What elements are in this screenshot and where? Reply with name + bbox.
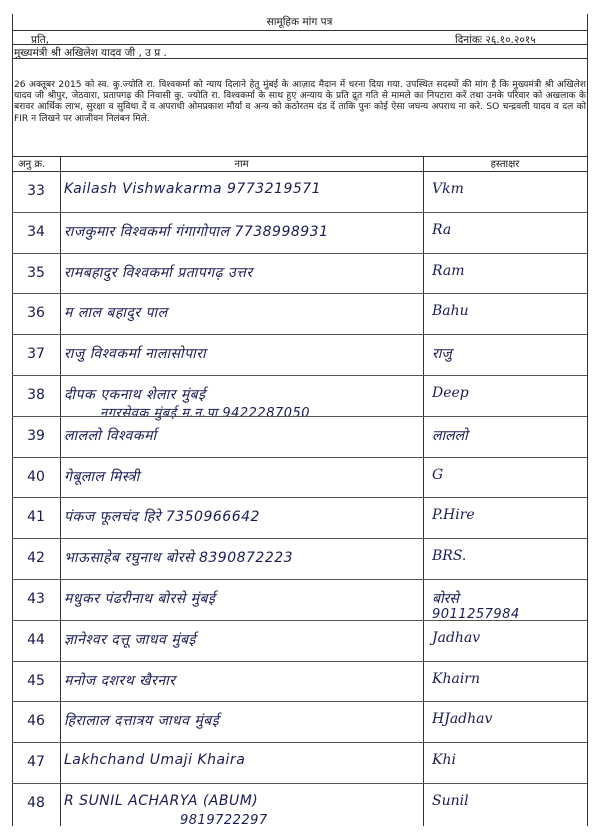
row-divider <box>12 661 587 662</box>
row-serial: 45 <box>27 672 45 689</box>
row-signature: लाललो <box>432 427 468 444</box>
row-name: भाऊसाहेब रघुनाथ बोरसे 8390872223 <box>64 550 294 567</box>
table-left-border <box>12 14 13 826</box>
row-serial: 37 <box>27 346 45 363</box>
row-divider <box>12 416 587 417</box>
row-serial: 38 <box>27 387 45 403</box>
row-signature: G <box>432 466 444 483</box>
row-serial: 34 <box>27 223 45 240</box>
row-serial: 44 <box>27 631 45 648</box>
row-name: ज्ञानेश्वर दत्तू जाधव मुंबई <box>64 631 196 648</box>
row-name: पंकज फूलचंद हिरे 7350966642 <box>64 509 260 526</box>
row-serial: 48 <box>27 795 45 811</box>
row-name: लाललो विश्वकर्मा <box>64 427 157 444</box>
row-divider <box>12 742 587 743</box>
row-serial: 35 <box>27 264 45 281</box>
date-label: दिनांकः २६.१०.२०१५ <box>455 34 536 46</box>
row-name: दीपक एकनाथ शेलार मुंबई <box>64 387 206 403</box>
row-name: राजकुमार विश्वकर्मा गंगागोपाल 7738998931 <box>64 223 329 240</box>
row-signature: Ra <box>432 221 452 238</box>
row-name: R SUNIL ACHARYA (ABUM) <box>64 793 259 809</box>
row-signature: बोरसे <box>432 591 459 607</box>
row-name: रामबहादुर विश्वकर्मा प्रतापगढ़ उत्तर <box>64 264 253 281</box>
row-signature: BRS. <box>432 548 467 565</box>
row-divider <box>12 457 587 458</box>
row-signature: Deep <box>432 385 469 401</box>
row-signature: Jadhav <box>432 629 481 646</box>
row-name: हिरालाल दत्तात्रय जाधव मुंबई <box>64 713 220 730</box>
row-serial: 41 <box>27 509 45 526</box>
table-right-border <box>587 14 588 826</box>
row-signature: HJadhav <box>432 711 493 728</box>
row-signature: Sunil <box>432 793 469 809</box>
divider <box>12 58 587 59</box>
row-divider <box>12 497 587 498</box>
row-divider <box>12 620 587 621</box>
row-serial: 33 <box>27 183 45 199</box>
row-signature: Vkm <box>432 181 464 197</box>
row-serial: 39 <box>27 427 45 444</box>
row-divider <box>12 579 587 580</box>
row-divider <box>12 783 587 784</box>
row-signature: Bahu <box>432 303 469 320</box>
row-signature: Khairn <box>432 670 481 687</box>
divider <box>12 44 587 45</box>
row-name-extra: 9819722297 <box>180 813 268 828</box>
row-serial: 42 <box>27 550 45 567</box>
row-divider <box>12 212 587 213</box>
row-name: Kailash Vishwakarma 9773219571 <box>64 181 322 197</box>
col-header-signature: हस्ताक्षर <box>490 159 520 170</box>
row-name: राजु विश्वकर्मा नालासोपारा <box>64 346 207 363</box>
row-name: Lakhchand Umaji Khaira <box>64 752 246 769</box>
column-divider <box>60 156 61 826</box>
row-signature: Khi <box>432 752 456 769</box>
row-divider <box>12 701 587 702</box>
col-header-name: नाम <box>234 159 249 170</box>
row-divider <box>12 538 587 539</box>
petition-body: 26 अक्तूबर 2015 को स्व. कु.ज्योति रा. विश्वकर्मा को न्याय दिलाने हेतु मुंबई के आज़ाद मैदान में धरना दिया गया. उपस्थित सदस्यों की मांग है कि मुख्यमंत्री श्री अखिलेश यादव जी श्रीपुर, जेठवारा, प्रतापगढ़ की निवासी कु. ज्योति रा. विश्वकर्मा के साथ हुए अन्याय के प्रति द्रुत गति से मामले का निपटारा करें तथा उनके परिवार को अखलाक के बरावर आर्थिक लाभ, सुरक्षा व सुविधा दें व अपराधी ओमप्रकाश मौर्या व अन्य को कठोरतम दंड दें ताकि पुनः कोई ऐसा जघन्य अपराध ना करे. SO चन्द्रवली यादव व दल को FIR न लिखने पर आजीवन निलंबन मिले. <box>14 80 586 124</box>
col-header-serial: अनु क्र. <box>18 159 46 170</box>
row-name: मधुकर पंढरीनाथ बोरसे मुंबई <box>64 591 216 607</box>
row-serial: 40 <box>27 468 45 485</box>
row-divider <box>12 253 587 254</box>
row-name: गेबूलाल मिस्त्री <box>64 468 140 485</box>
column-divider <box>423 156 424 826</box>
row-serial: 43 <box>27 591 45 607</box>
row-divider <box>12 293 587 294</box>
petition-title: सामूहिक मांग पत्र <box>266 16 333 28</box>
row-signature: P.Hire <box>432 507 475 524</box>
row-name-extra: 9011257984 <box>432 607 520 622</box>
row-name-extra: नगरसेवक मुंबई म.न.पा 9422287050 <box>100 406 311 421</box>
row-serial: 46 <box>27 713 45 730</box>
addressee: मुख्यमंत्री श्री अखिलेश यादव जी , उ प्र . <box>14 47 167 59</box>
row-signature: Ram <box>432 262 465 279</box>
row-name: मनोज दशरथ खैरनार <box>64 672 176 689</box>
row-divider <box>12 375 587 376</box>
row-serial: 36 <box>27 305 45 322</box>
row-divider <box>12 334 587 335</box>
recipient-label: प्रति, <box>31 34 50 46</box>
row-signature: राजु <box>432 346 452 363</box>
row-name: म लाल बहादुर पाल <box>64 305 168 322</box>
divider <box>12 30 587 31</box>
row-serial: 47 <box>27 754 45 771</box>
